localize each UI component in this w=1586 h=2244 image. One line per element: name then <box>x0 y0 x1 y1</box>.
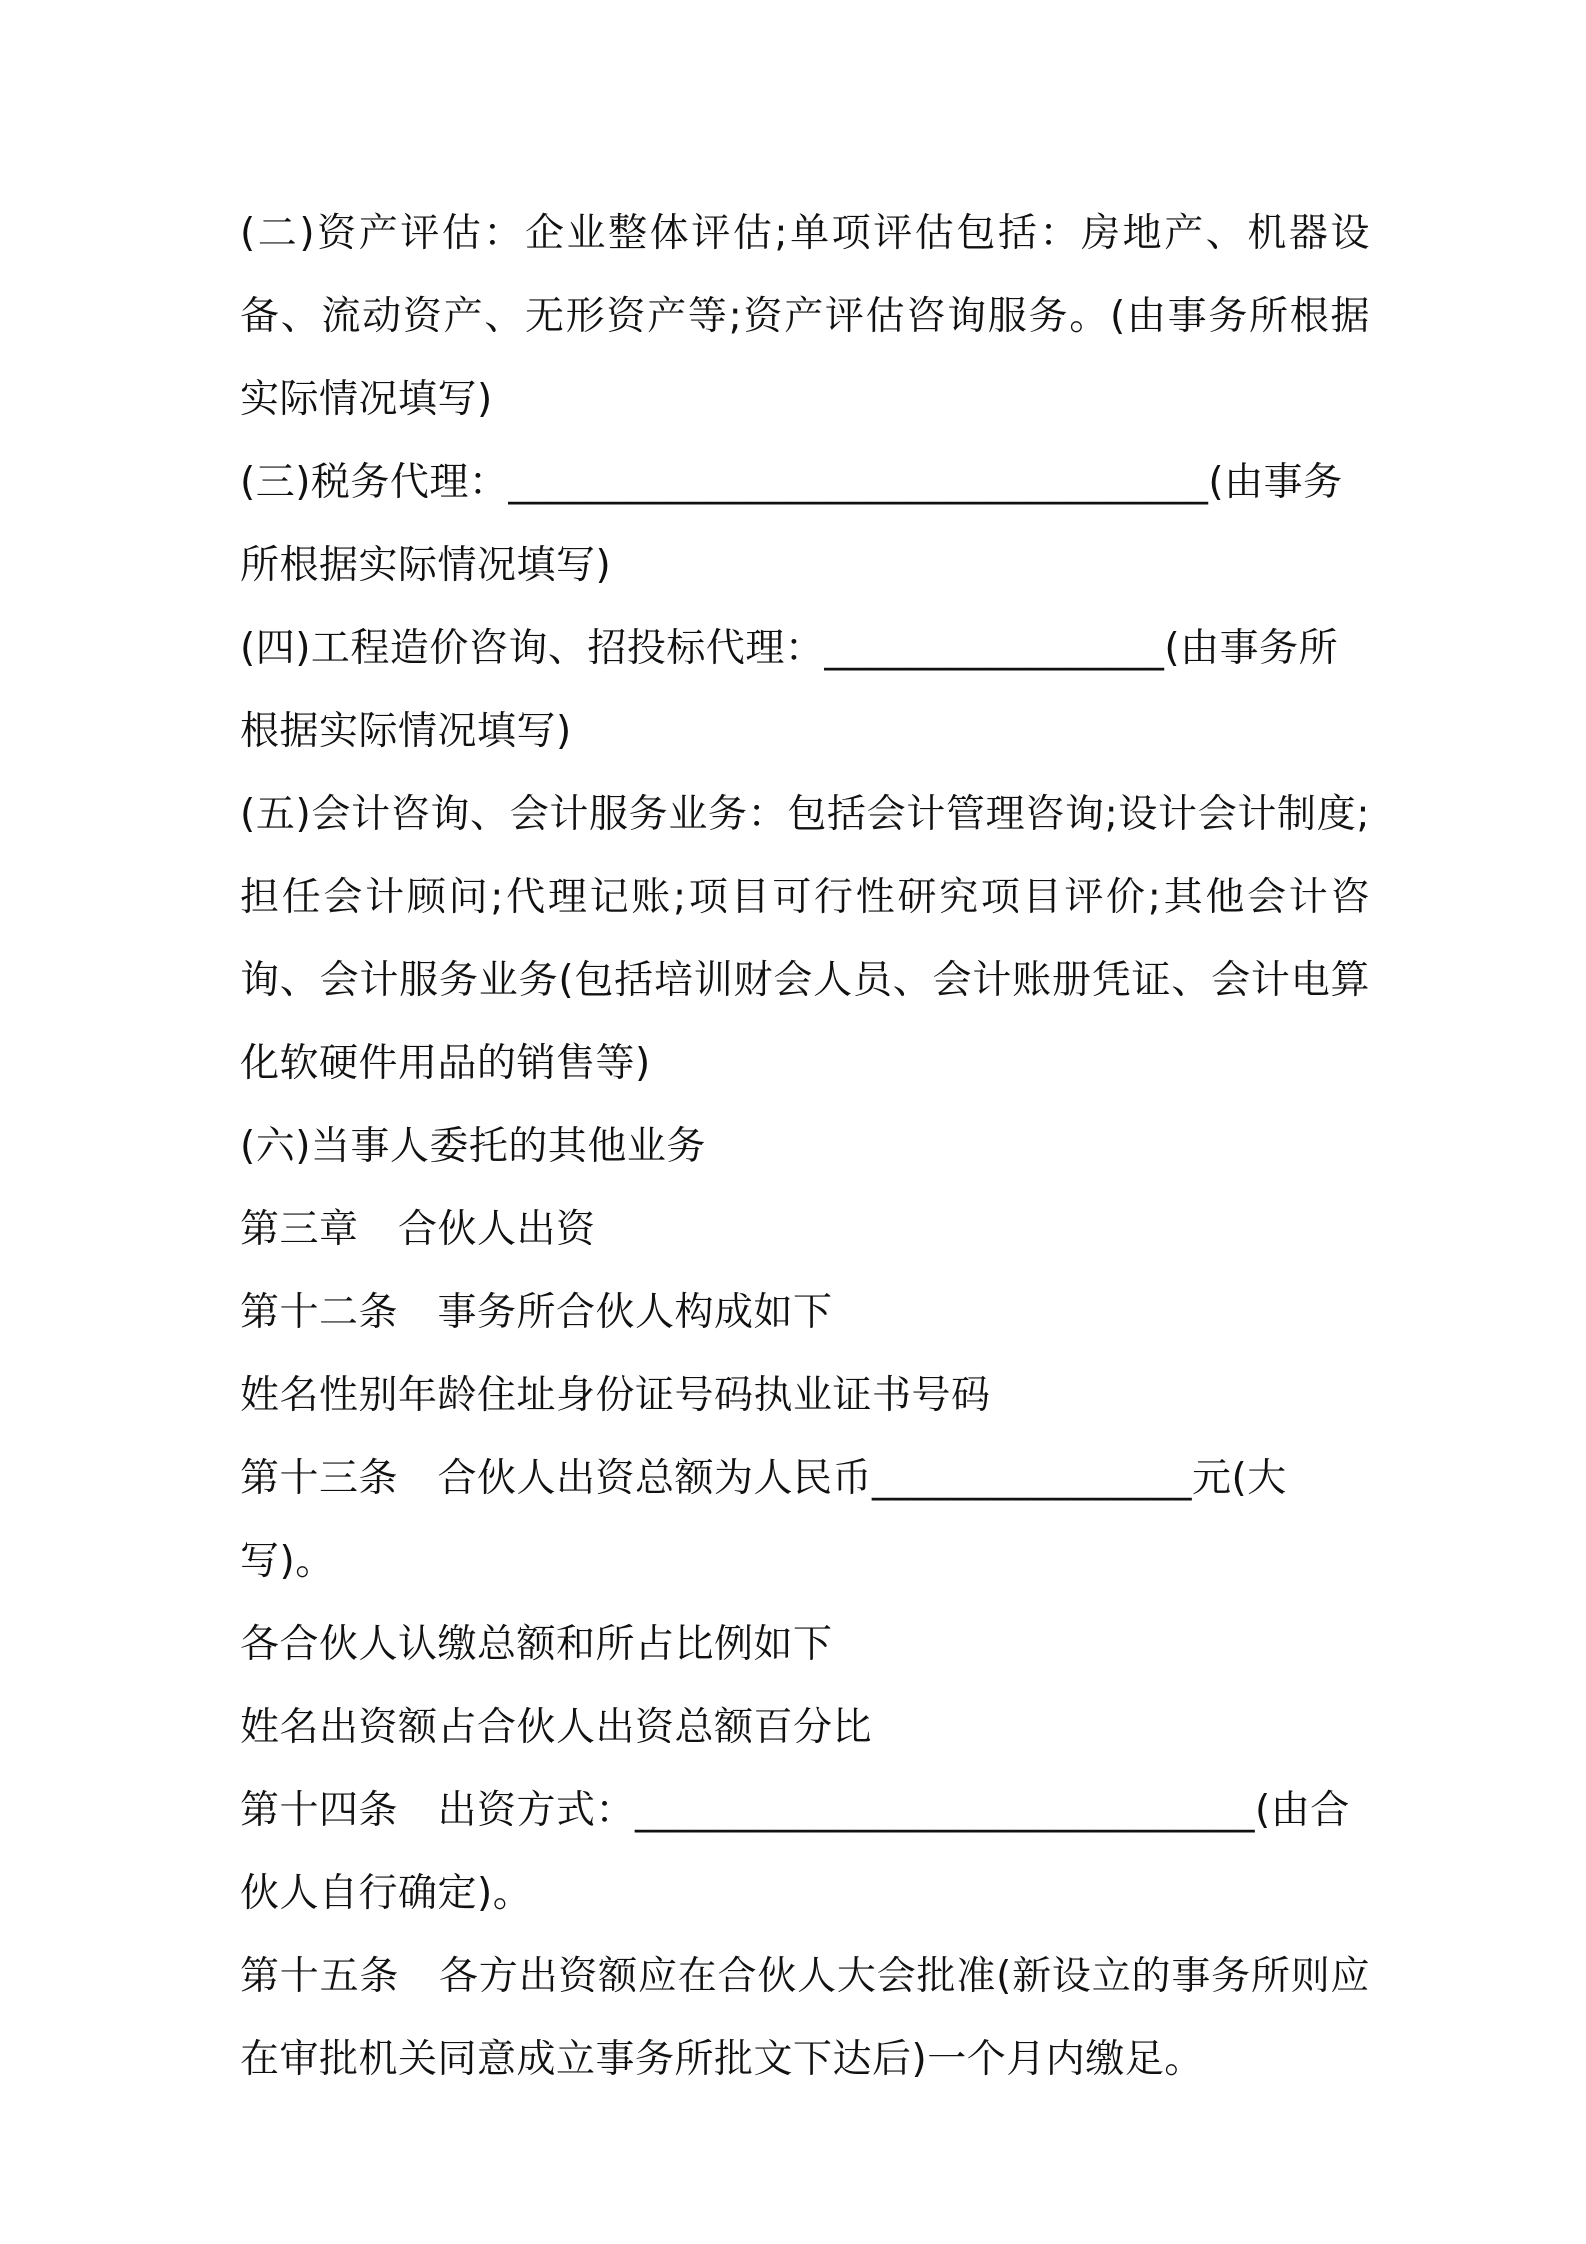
partner-table-header: 姓名性别年龄住址身份证号码执业证书号码 <box>240 1373 991 1418</box>
document-body <box>240 192 1370 2101</box>
article-14: 第十四条 出资方式：_______________________________(由合伙人自行确定)。 <box>240 1788 1350 1916</box>
paragraph-engineering-cost-consulting: (四)工程造价咨询、招投标代理：_________________(由事务所根据实际情况填写) <box>240 626 1339 754</box>
article-13: 第十三条 合伙人出资总额为人民币________________元(大写)。 <box>240 1456 1287 1584</box>
contribution-table-header: 姓名出资额占合伙人出资总额百分比 <box>240 1705 873 1750</box>
paragraph-accounting-consulting: (五)会计咨询、会计服务业务：包括会计管理咨询;设计会计制度;担任会计顾问;代理记账;项目可行性研究项目评价;其他会计咨询、会计服务业务(包括培训财会人员、会计账册凭证、会计电算化软硬件用品的销售等) <box>240 792 1370 1086</box>
paragraph-other-business: (六)当事人委托的其他业务 <box>240 1124 706 1169</box>
paragraph-asset-appraisal: (二)资产评估：企业整体评估;单项评估包括：房地产、机器设备、流动资产、无形资产等;资产评估咨询服务。(由事务所根据实际情况填写) <box>240 211 1370 422</box>
subscription-ratio-intro: 各合伙人认缴总额和所占比例如下 <box>240 1622 833 1667</box>
paragraph-tax-agency: (三)税务代理：___________________________________(由事务所根据实际情况填写) <box>240 460 1343 588</box>
chapter-heading-partner-contribution: 第三章 合伙人出资 <box>240 1207 596 1252</box>
article-12: 第十二条 事务所合伙人构成如下 <box>240 1290 833 1335</box>
article-15: 第十五条 各方出资额应在合伙人大会批准(新设立的事务所则应在审批机关同意成立事务所批文下达后)一个月内缴足。 <box>240 1954 1370 2082</box>
